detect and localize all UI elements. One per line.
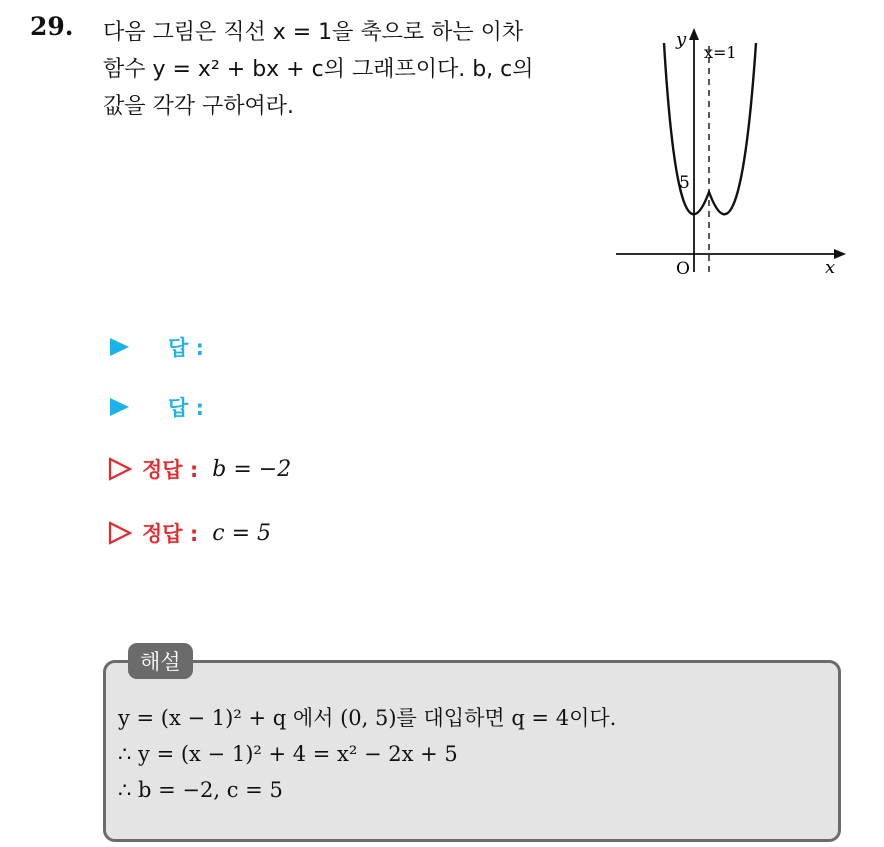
question-number: 29. <box>30 12 74 41</box>
y-axis-label: y <box>676 29 687 50</box>
x-axis-arrow <box>834 249 846 259</box>
outline-triangle-icon <box>108 457 132 481</box>
y-intercept-label: 5 <box>679 173 690 193</box>
correct-answer-value: c = 5 <box>212 520 272 546</box>
correct-answer-row-2 <box>108 516 271 550</box>
x-axis-label: x <box>825 257 836 278</box>
answer-row-1 <box>108 330 218 364</box>
correct-answer-label: 정답 : <box>142 458 199 482</box>
correct-answer-row-1 <box>108 452 291 486</box>
parabola-graph <box>612 26 847 278</box>
origin-label: O <box>676 259 690 278</box>
outline-triangle-icon <box>108 521 132 545</box>
question-text <box>103 14 603 125</box>
question-line-3: 값을 각각 구하여라. <box>103 94 294 119</box>
question-line-1: 다음 그림은 직선 x = 1을 축으로 하는 이차 <box>103 20 524 45</box>
explanation-line-1: y = (x − 1)² + q 에서 (0, 5)를 대입하면 q = 4이다. <box>118 706 617 730</box>
explanation-text <box>118 700 616 808</box>
correct-answer-label: 정답 : <box>142 522 199 546</box>
answer-label: 답 : <box>168 396 204 420</box>
symmetry-axis-label: x=1 <box>704 43 737 62</box>
y-axis-arrow <box>689 28 699 40</box>
explanation-tag: 해설 <box>128 643 193 679</box>
filled-triangle-icon <box>108 336 130 358</box>
answer-label: 답 : <box>168 336 204 360</box>
explanation-line-3: ∴ b = −2, c = 5 <box>118 778 283 802</box>
explanation-line-2: ∴ y = (x − 1)² + 4 = x² − 2x + 5 <box>118 742 458 766</box>
filled-triangle-icon <box>108 396 130 418</box>
correct-answer-value: b = −2 <box>212 456 292 482</box>
answer-row-2 <box>108 390 218 424</box>
question-line-2: 함수 y = x² + bx + c의 그래프이다. b, c의 <box>103 57 534 82</box>
parabola-curve <box>664 43 756 214</box>
